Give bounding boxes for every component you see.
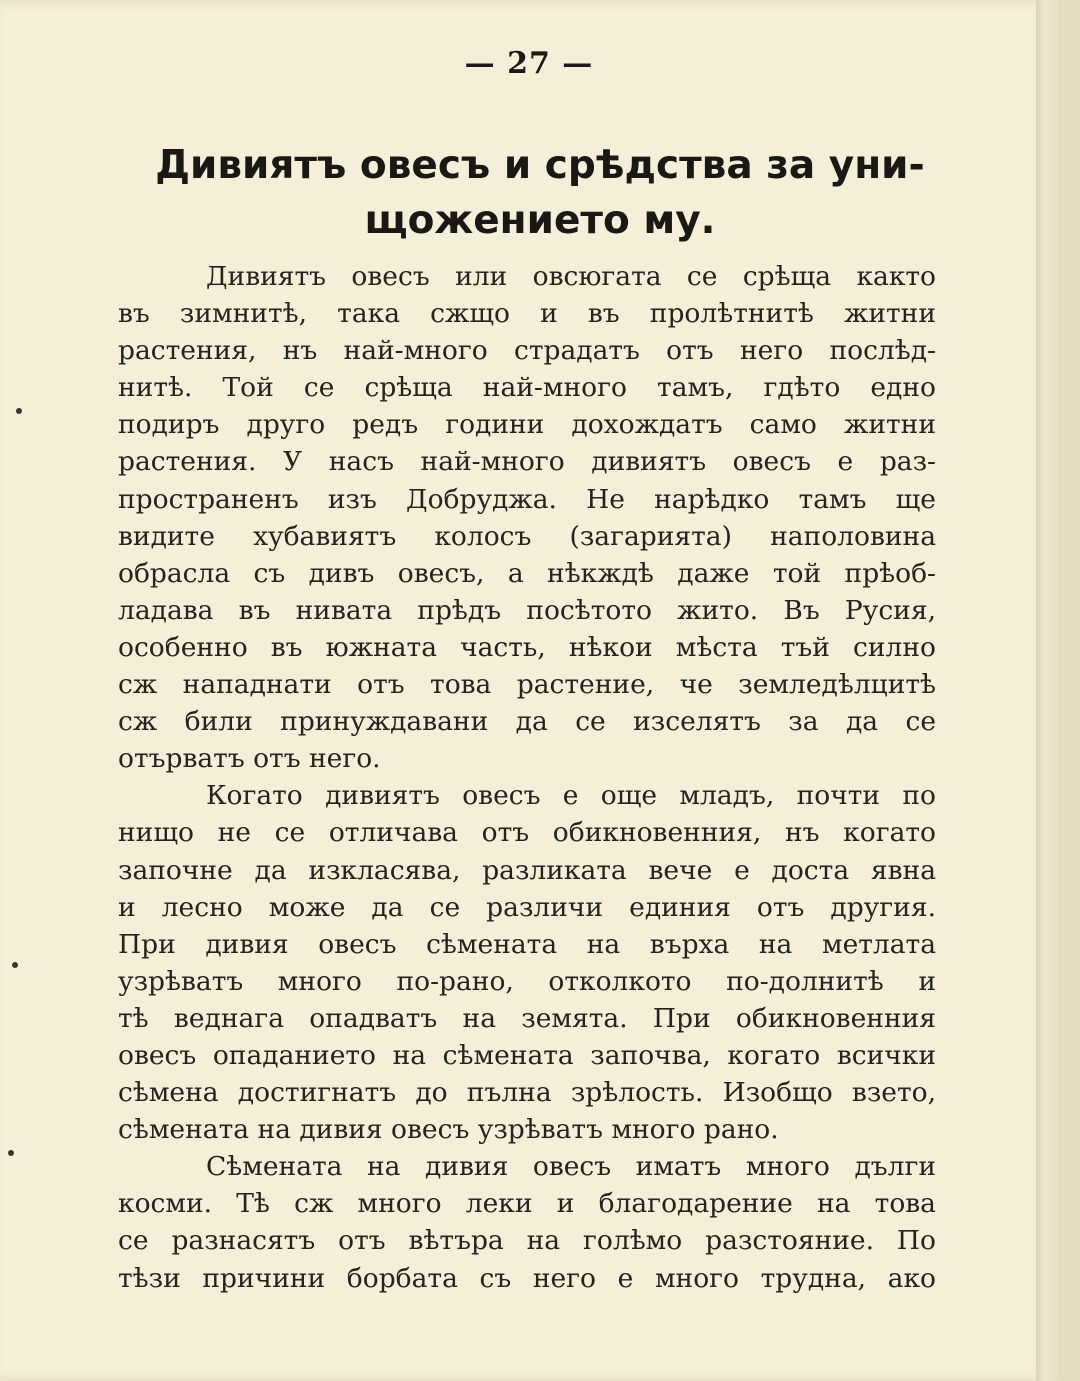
text-line: узрѣватъ много по-рано, отколкото по-долнитѣ и: [118, 965, 936, 997]
body-text: [118, 258, 936, 1297]
paragraph: [118, 777, 936, 1148]
text-line: въ зимнитѣ, така сжщо и въ пролѣтнитѣ житни: [118, 298, 936, 330]
text-line: косми. Тѣ сж много леки и благодарение на това: [118, 1188, 936, 1220]
text-line: се разнасятъ отъ вѣтъра на голѣмо разстояние. По: [118, 1225, 936, 1257]
text-line: обрасла съ дивъ овесъ, а нѣкждѣ даже той прѣоб-: [118, 557, 936, 589]
text-line: видите хубавиятъ колосъ (загарията) наполовина: [118, 520, 936, 552]
margin-mark: [8, 1150, 14, 1156]
text-line: Дивиятъ овесъ или овсюгата се срѣща както: [206, 261, 936, 292]
text-line: сж нападнати отъ това растение, че земледѣлцитѣ: [118, 669, 936, 701]
text-line: пространенъ изъ Добруджа. Не нарѣдко тамъ ще: [118, 483, 936, 515]
text-line: започне да изкласява, разликата вече е доста явна: [118, 854, 936, 886]
text-line: При дивия овесъ сѣмената на върха на метлата: [118, 928, 936, 960]
text-line: овесъ опаданието на сѣмената започва, когато всички: [118, 1039, 936, 1071]
text-line: тѣ веднага опадватъ на земята. При обикновенния: [118, 1002, 936, 1034]
text-line: нищо не се отличава отъ обикновенния, нъ когато: [118, 817, 936, 849]
text-line: растения. У насъ най-много дивиятъ овесъ е раз-: [118, 446, 936, 478]
chapter-title-line: щожението му.: [364, 198, 716, 243]
text-line: и лесно може да се различи единия отъ другия.: [118, 891, 936, 923]
margin-mark: [16, 408, 22, 414]
text-line: тѣзи причини борбата съ него е много трудна, ако: [118, 1262, 936, 1294]
text-line: сѣмена достигнатъ до пълна зрѣлость. Изобщо взето,: [118, 1077, 936, 1109]
text-line: ладава въ нивата прѣдъ посѣтото жито. Въ Русия,: [118, 594, 936, 626]
text-line: особенно въ южната часть, нѣкои мѣста тъй силно: [118, 631, 936, 663]
text-line: нитѣ. Той се срѣща най-много тамъ, гдѣто едно: [118, 372, 936, 404]
page-number: — 27 —: [464, 46, 594, 81]
text-line: растения, нъ най-много страдатъ отъ него послѣд-: [118, 335, 936, 367]
margin-mark: [12, 962, 18, 968]
paragraph: [118, 1148, 936, 1296]
chapter-title: [110, 138, 970, 248]
text-line: сж били принуждавани да се изселятъ за да се: [118, 706, 936, 738]
text-line: отърватъ отъ него.: [118, 743, 381, 775]
text-line: сѣмената на дивия овесъ узрѣватъ много рано.: [118, 1114, 779, 1146]
text-line: подиръ друго редъ години дохождатъ само житни: [118, 409, 936, 441]
page-edge: [1036, 0, 1058, 1381]
chapter-title-line: Дивиятъ овесъ и срѣдства за уни-: [155, 143, 925, 188]
text-line: Когато дивиятъ овесъ е още младъ, почти по: [206, 780, 936, 812]
text-line: Сѣмената на дивия овесъ иматъ много дълги: [206, 1151, 936, 1183]
paragraph: [118, 258, 936, 777]
